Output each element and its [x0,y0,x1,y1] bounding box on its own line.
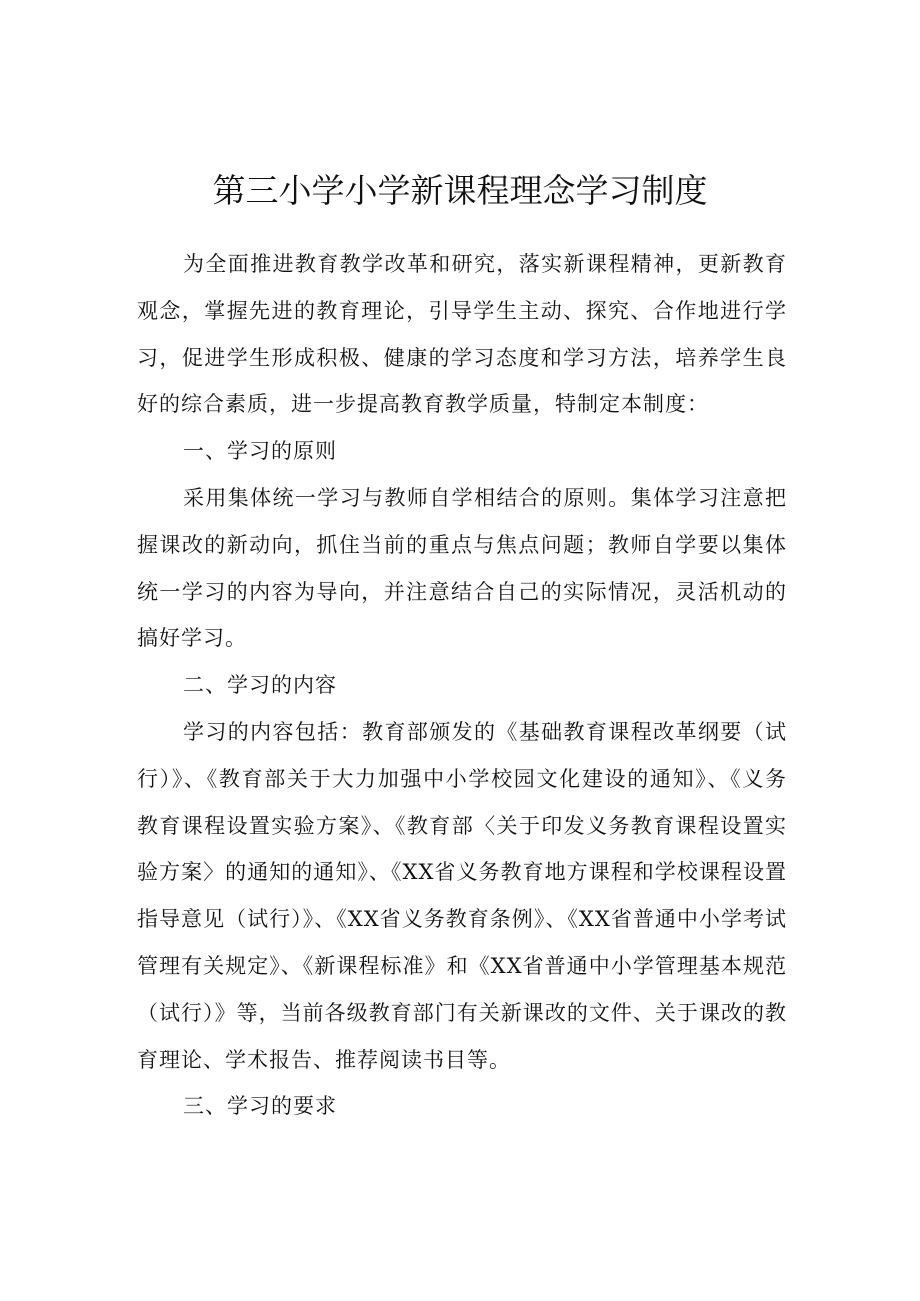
content-paragraph: 学习的内容包括：教育部颁发的《基础教育课程改革纲要（试行）》、《教育部关于大力加强中小学校园文化建设的通知》、《义务教育课程设置实验方案》、《教育部〈关于印发义务教育课程设置实验方案〉的通知的通知》、《XX省义务教育地方课程和学校课程设置指导意见（试行）》、《XX省义务教育条例》、《XX省普通中小学考试管理有关规定》、《新课程标准》和《XX省普通中小学管理基本规范（试行）》等，当前各级教育部门有关新课改的文件、关于课改的教育理论、学术报告、推荐阅读书目等。 [137,719,787,1072]
document-body [137,241,787,1130]
section-heading-principles: 一、学习的原则 [183,439,337,464]
document-title: 第三小学小学新课程理念学习制度 [212,171,708,210]
principles-paragraph: 采用集体统一学习与教师自学相结合的原则。集体学习注意把握课改的新动向，抓住当前的重点与焦点问题；教师自学要以集体统一学习的内容为导向，并注意结合自己的实际情况，灵活机动的搞好学习。 [137,485,787,651]
section-heading-requirements: 三、学习的要求 [183,1094,337,1119]
section-heading-content: 二、学习的内容 [183,673,337,698]
intro-paragraph: 为全面推进教育教学改革和研究，落实新课程精神，更新教育观念，掌握先进的教育理论，引导学生主动、探究、合作地进行学习，促进学生形成积极、健康的学习态度和学习方法，培养学生良好的综合素质，进一步提高教育教学质量，特制定本制度： [137,252,787,417]
